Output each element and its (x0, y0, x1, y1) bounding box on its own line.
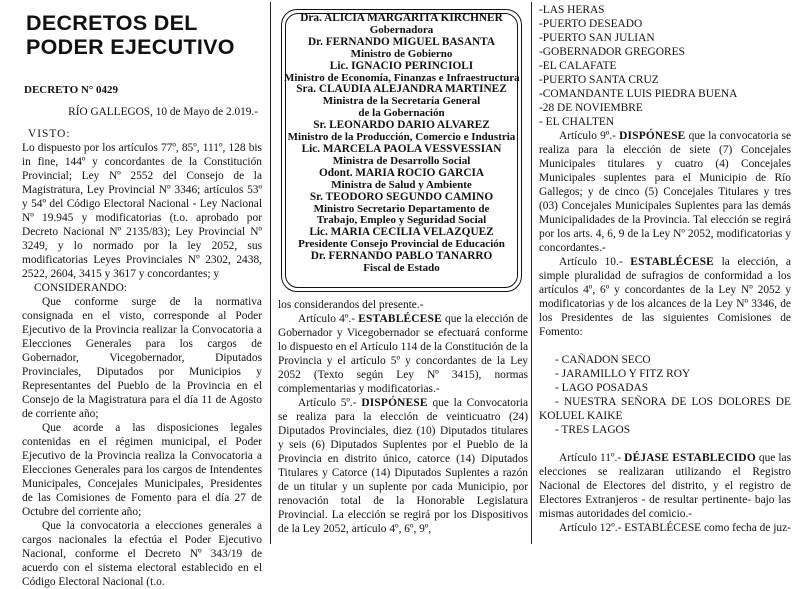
official-role: Gobernadora (369, 23, 434, 36)
official-role: Ministro Secretario Departamento de (313, 202, 490, 215)
visto-label: VISTO: (28, 128, 71, 140)
official-name: Sr. TEODORO SEGUNDO CAMINO (309, 190, 494, 203)
section-heading: DECRETOS DEL PODER EJECUTIVO (26, 11, 235, 59)
article-5: Artículo 5º.- DISPÓNESE que la Convocatoria se realiza para la elección de veinticuatro (24) Diputados Provinciales, diez (10) Diputados titulares y seis (6) Diputados Suplentes por el Pueblo de la Provincia en distrito único, catorce (14) Diputados Titulares y Catorce (14) Diputados Suplentes a razón de un titular y un suplente por cada Municipio, por renovación total de la Honorable Legislatura Provincial. La elección se regirá por los Dispositivos de la Ley 2052, artículo 4º, 6º, 9º, (278, 397, 529, 535)
article-10: Artículo 10.- ESTABLÉCESE la elección, a simple pluralidad de sufragios de conformidad a los artículos 4º, 6º y concordantes de la Ley Nº 2052 y modificatorias y de los alcances de la Ley Nº 3346, de los Presidentes de las siguientes Comisiones de Fomento: (539, 256, 791, 338)
official-role: de la Gobernación (358, 107, 445, 120)
official-role: Trabajo, Empleo y Seguridad Social (316, 214, 487, 227)
official-name: Dra. ALICIA MARGARITA KIRCHNER (300, 12, 503, 24)
visto-text: Lo dispuesto por los artículos 77º, 85º, 111º, 128 bis in fine, 144º y concordantes de la Constitución Provincial; Ley Nº 2552 del Consejo de la Magistratura, Ley Provincial Nº 3346; artículos 53º y 54º del Código Electoral Nacional - Ley Nacional Nº 19.945 y modificatorias (t.o. aprobado por Decreto Nacional Nº 2135/83); Ley Provincial Nº 3249, y lo normado por la ley 2052, sus modificatorias Leyes Provinciales Nº 2302, 2438, 2522, 2604, 3415 y 3617 y concordantes; y (22, 142, 262, 280)
list-item: - EL CHALTEN (539, 116, 615, 128)
official-name: Dr. FERNANDO PABLO TANARRO (310, 250, 493, 263)
paragraph: Que acorde a las disposiciones legales contenidas en el régimen municipal, el Poder Ejecutivo de la Provincia realiza la Convocatoria a Elecciones Generales para los cargos de Intendentes Municipales, Concejales Municipales, Presidentes de las Comisiones de Fomento para el día 27 de Octubre del corriente año; (22, 422, 262, 518)
list-item: -LAS HERAS (539, 4, 605, 16)
list-item: - NUESTRA SEÑORA DE LOS DOLORES DE KOLUEL KAIKE (539, 396, 791, 422)
article-11: Artículo 11º.- DÉJASE ESTABLECIDO que las elecciones se realizaran utilizando el Registro Nacional de Electores del distrito, y el registro de Electores Extranjeros - de resultar pertinente- bajo las mismas autoridades del comicio.- (539, 452, 792, 520)
official-role: Ministra de la Secretaría General (322, 95, 481, 108)
middle-column (278, 298, 528, 536)
list-item: -PUERTO SANTA CRUZ (539, 74, 659, 86)
official-role: Ministro de la Producción, Comercio e Industria (287, 131, 516, 144)
list-item: -PUERTO SAN JULIAN (539, 32, 655, 44)
paragraph: los considerandos del presente.- (278, 299, 424, 311)
official-name: Lic. MARCELA PAOLA VESSVESSIAN (301, 142, 502, 155)
official-role: Ministra de Salud y Ambiente (331, 178, 472, 191)
decree-number: DECRETO N° 0429 (24, 84, 119, 96)
left-column (22, 0, 262, 589)
official-name: Sr. LEONARDO DARIO ALVAREZ (313, 119, 490, 132)
officials-list (284, 13, 519, 275)
right-column (539, 3, 791, 535)
article-9: Artículo 9º.- DISPÓNESE que la convocatoria se realiza para la elección de siete (7) Concejales Municipales titulares y cuatro (4) Concejales Municipales suplentes para el Municipio de Río Gallegos; y de cinco (5) Concejales Titulares y tres (03) Concejales Municipales Suplentes para las demás Municipalidades de la Provincia. Tal elección se regirá por los arts. 4, 6, 9 de la Ley Nº 2052, modificatorias y concordantes.- (539, 130, 791, 254)
comisiones-list (539, 353, 791, 437)
column-divider-right (531, 2, 532, 544)
place-date: RÍO GALLEGOS, 10 de Mayo de 2.019.- (68, 106, 258, 118)
list-item: -EL CALAFATE (539, 60, 617, 72)
official-role: Fiscal de Estado (363, 262, 440, 275)
official-name: Lic. IGNACIO PERINCIOLI (329, 59, 474, 72)
official-name: Odont. MARIA ROCIO GARCIA (318, 166, 485, 179)
official-name: Lic. MARIA CECILIA VELAZQUEZ (309, 226, 494, 239)
municipios-list (539, 3, 791, 129)
list-item: -28 DE NOVIEMBRE (539, 102, 643, 114)
list-item: - JARAMILLO Y FITZ ROY (555, 368, 691, 380)
paragraph: Que conforme surge de la normativa consignada en el visto, corresponde al Poder Ejecutivo de la Provincia realizar la Convocatoria a Elecciones Generales para los cargos de Gobernador, Vicegobernador, Diputados Provinciales, Diputados por Municipios y Representantes del Pueblo de la Provincia en el Consejo de la Magistratura para el día 11 de Agosto de corriente año; (22, 296, 262, 420)
article-4: Artículo 4º.- ESTABLÉCESE que la elección de Gobernador y Vicegobernador se efectuará conforme lo dispuesto en el Artículo 114 de la Constitución de la Provincia y el artículo 5º y concordantes de la Ley 2052 (Texto según Ley Nº 3415), normas complementarias y modificatorias.- (278, 313, 528, 395)
considerando-label: CONSIDERANDO: (34, 282, 128, 294)
paragraph: Que la convocatoria a elecciones generales a cargos nacionales la efectúa el Poder Ejecutivo Nacional, conforme el Decreto Nº 343/19 de acuerdo con el sistema electoral establecido en el Código Electoral Nacional (t.o. (22, 520, 262, 588)
official-name: Sra. CLAUDIA ALEJANDRA MARTINEZ (296, 83, 507, 96)
official-role: Ministra de Desarrollo Social (332, 154, 471, 167)
official-role: Ministro de Gobierno (350, 47, 453, 60)
list-item: -COMANDANTE LUIS PIEDRA BUENA (539, 88, 738, 100)
article-12: Artículo 12º.- ESTABLÉCESE como fecha de juz- (559, 522, 791, 534)
official-role: Presidente Consejo Provincial de Educación (298, 238, 505, 251)
list-item: -PUERTO DESEADO (539, 18, 643, 30)
official-role: Ministro de Economía, Finanzas e Infraestructura (284, 71, 520, 84)
list-item: - TRES LAGOS (555, 424, 631, 436)
column-divider-left (270, 2, 271, 544)
official-name: Dr. FERNANDO MIGUEL BASANTA (307, 35, 496, 48)
list-item: -GOBERNADOR GREGORES (539, 46, 685, 58)
list-item: - LAGO POSADAS (555, 382, 649, 394)
list-item: - CAÑADON SECO (555, 354, 651, 366)
